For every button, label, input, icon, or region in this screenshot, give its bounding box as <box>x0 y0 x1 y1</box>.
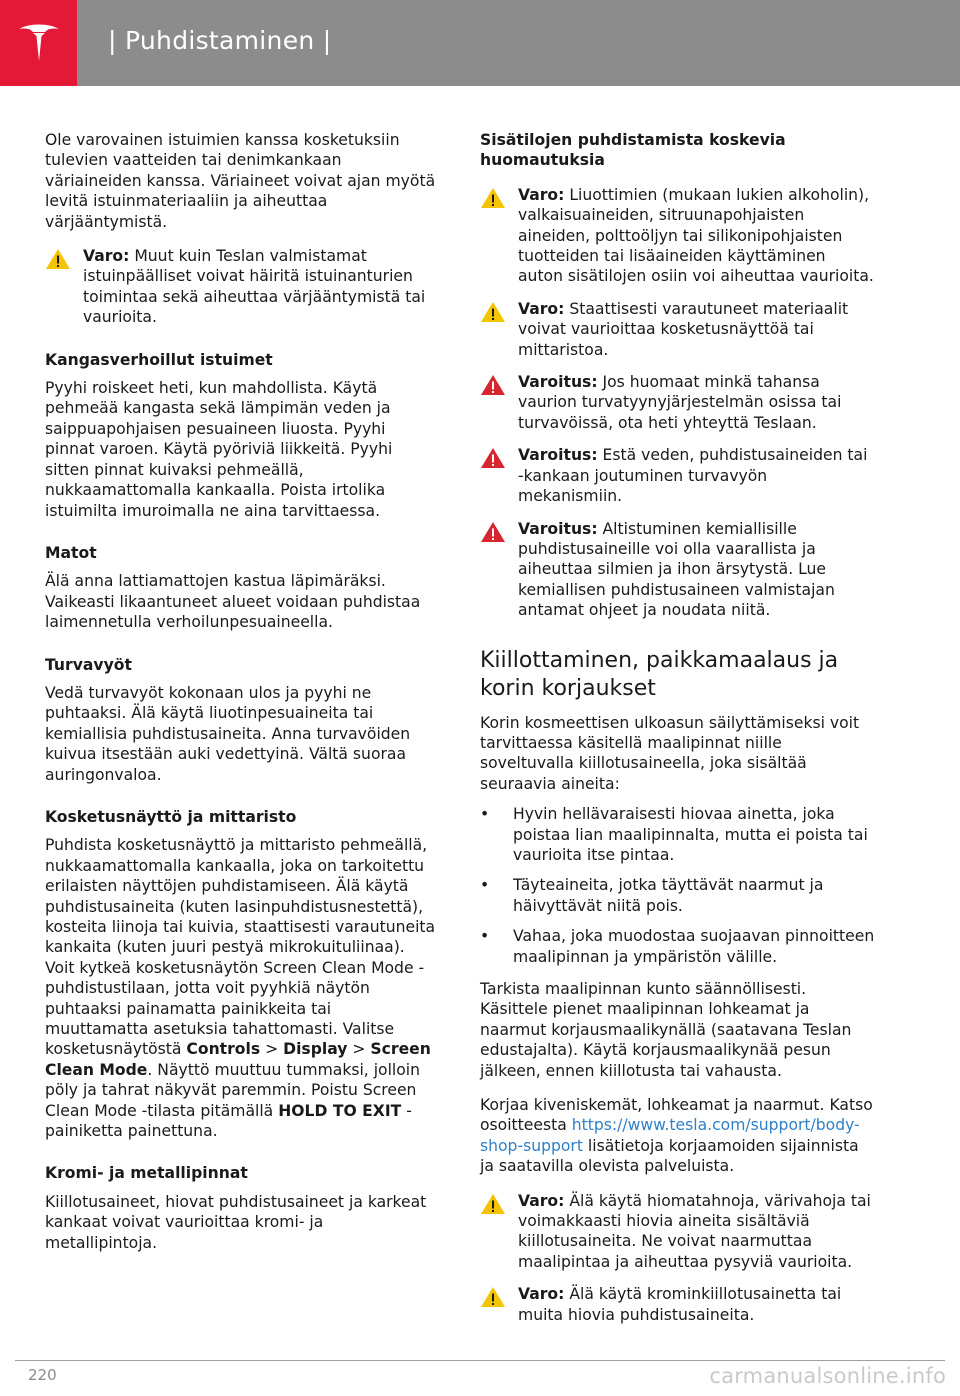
notice-text: Staattisesti varautuneet materiaalit voivat vaurioittaa kosketusnäyttöä tai mittaristoa. <box>518 299 849 359</box>
notice-text: Jos huomaat minkä tahansa vaurion turvatyynyjärjestelmän osissa tai turvavöissä, ota heti yhteyttä Teslaan. <box>518 373 842 432</box>
polish-bullet-list <box>480 804 875 967</box>
list-item: • Hyvin hellävaraisesti hiovaa ainetta, joka poistaa lian maalipinnalta, mutta ei poista tai vaurioita itse pintaa. <box>480 804 875 865</box>
page-title: | Puhdistaminen | <box>108 26 332 55</box>
body-shop-support-link[interactable]: https://www.tesla.com/support/body-shop-support <box>480 1116 860 1155</box>
polish-heading: Kiillottaminen, paikkamaalaus ja korin korjaukset <box>480 647 839 701</box>
caution-triangle-icon <box>480 301 506 323</box>
warning-triangle-icon <box>480 374 506 396</box>
notice-text: Estä veden, puhdistusaineiden tai -kankaan joutuminen turvavyön mekanismiin. <box>518 446 868 506</box>
caution-notice <box>45 246 439 328</box>
right-column <box>480 130 875 1337</box>
notice-text: Liuottimien (mukaan lukien alkoholin), valkaisuaineiden, sitruunapohjaisten aineiden, polttoöljyn tai silikonipohjaisten tuotteiden tai lisäaineiden käyttäminen auton sisätilojen osiin voi aiheuttaa vaurioita. <box>518 185 874 286</box>
notice-text: Altistuminen kemiallisille puhdistusaineille voi olla vaarallista ja aiheuttaa silmien ja ihon ärsytystä. Lue kemiallisen puhdistusaineen valmistajan antamat ohjeet ja noudata niitä. <box>518 519 835 620</box>
mats-text: Älä anna lattiamattojen kastua läpimäräksi. Vaikeasti likaantuneet alueet voidaan puhdistaa laimennetulla verhoilunpesuaineella. <box>45 572 421 632</box>
fabric-seats-heading: Kangasverhoillut istuimet <box>45 350 273 369</box>
footer-divider <box>15 1360 945 1361</box>
interior-notices <box>480 185 875 621</box>
notice-label: Varoitus: <box>518 446 598 465</box>
tesla-logo <box>0 0 77 86</box>
intro-paragraph: Ole varovainen istuimien kanssa kosketuksiin tulevien vaatteiden tai denimkankaan väriaineiden kanssa. Väriaineet voivat ajan myötä levitä istuinmateriaaliin ja aiheuttaa värjääntymistä. <box>45 131 436 231</box>
list-item: • Täyteaineita, jotka täyttävät naarmut ja häivyttävät niitä pois. <box>480 875 875 916</box>
notice-label: Varoitus: <box>518 373 598 392</box>
polish-intro: Korin kosmeettisen ulkoasun säilyttämiseksi voit tarvittaessa käsitellä maalipinnat niille soveltuvalla kiillotusaineella, joka sisältää seuraavia aineita: <box>480 713 860 793</box>
watermark: carmanualsonline.info <box>709 1364 946 1388</box>
seatbelts-text: Vedä turvavyöt kokonaan ulos ja pyyhi ne puhtaaksi. Älä käytä liuotinpesuaineita tai kemiallisia puhdistusaineita. Anna turvavöiden kuivua itsestään auki vedettyinä. Vältä suoraa auringonvaloa. <box>45 683 411 784</box>
repair-text: Korjaa kiveniskemät, lohkeamat ja naarmut. Katso osoitteesta https://www.tesla.com/support/body-shop-support lisätietoja korjaamoiden sijainnista ja saatavilla olevista palveluista. <box>480 1096 873 1176</box>
chrome-heading: Kromi- ja metallipinnat <box>45 1164 248 1183</box>
notice-label: Varo: <box>83 247 130 266</box>
caution-notice <box>480 185 875 287</box>
notice-label: Varoitus: <box>518 519 598 538</box>
notice-text: Muut kuin Teslan valmistamat istuinpäälliset voivat häiritä istuinanturien toimintaa sekä aiheuttaa värjääntymistä tai vaurioita. <box>83 247 426 327</box>
warning-triangle-icon <box>480 447 506 469</box>
notice-label: Varo: <box>518 1191 565 1210</box>
fabric-seats-text: Pyyhi roiskeet heti, kun mahdollista. Käytä pehmeää kangasta sekä lämpimän veden ja saippuapohjaisen pesuaineen liuosta. Pyyhi pinnat varoen. Käytä pyöriviä liikkeitä. Pyyhi sitten pinnat kuivaksi pehmeällä, nukkaamattomalla kankaalla. Poista irtolika istuimilta imuroimalla ne aina tarvittaessa. <box>45 379 393 520</box>
page-number: 220 <box>28 1366 57 1384</box>
touchscreen-heading: Kosketusnäyttö ja mittaristo <box>45 807 297 826</box>
notice-label: Varo: <box>518 299 565 318</box>
chrome-text: Kiillotusaineet, hiovat puhdistusaineet ja karkeat kankaat voivat vaurioittaa kromi- ja metallipintoja. <box>45 1192 427 1252</box>
polish-notices <box>480 1191 875 1325</box>
list-item: • Vahaa, joka muodostaa suojaavan pinnoitteen maalipinnan ja ympäristön välille. <box>480 926 875 967</box>
notice-text: Älä käytä krominkiillotusainetta tai muita hiovia puhdistusaineita. <box>518 1285 842 1324</box>
caution-notice <box>480 299 875 360</box>
caution-triangle-icon <box>480 1286 506 1308</box>
left-column <box>45 130 439 1267</box>
interior-notes-heading: Sisätilojen puhdistamista koskevia huomautuksia <box>480 131 786 170</box>
caution-notice <box>480 1191 875 1273</box>
warning-notice <box>480 445 875 506</box>
tesla-logo-icon <box>15 19 63 67</box>
page-header <box>0 0 960 86</box>
warning-triangle-icon <box>480 521 506 543</box>
notice-label: Varo: <box>518 185 565 204</box>
notice-text: Älä käytä hiomatahnoja, värivahoja tai voimakkaasti hiovia aineita sisältäviä kiillotusaineita. Ne voivat naarmuttaa maalipintaa ja aiheuttaa pysyviä vaurioita. <box>518 1191 871 1271</box>
caution-notice <box>480 1284 875 1325</box>
paint-check-text: Tarkista maalipinnan kunto säännöllisesti. Käsittele pienet maalipinnan lohkeamat ja naarmut korjausmaalikynällä (saatavana Teslan edustajalta). Käytä korjausmaalikynää pesun jälkeen, ennen kiillotusta tai vahausta. <box>480 980 852 1080</box>
notice-label: Varo: <box>518 1285 565 1304</box>
caution-triangle-icon <box>480 187 506 209</box>
caution-triangle-icon <box>45 248 71 270</box>
warning-notice <box>480 519 875 621</box>
caution-triangle-icon <box>480 1193 506 1215</box>
touchscreen-text: Puhdista kosketusnäyttö ja mittaristo pehmeällä, nukkaamattomalla kankaalla, joka on tarkoitettu erilaisten näyttöjen puhdistamiseen. Älä käytä puhdistusaineita (kuten lasinpuhdistusnestettä), kosteita liinoja tai kuivia, staattisesti varautuneita kankaita (kuten juuri pestyä mikrokuituliinaa). Voit kytkeä kosketusnäytön Screen Clean Mode -puhdistustilaan, jotta voit pyyhkiä näytön puhtaaksi painamatta painikkeita tai muuttamatta asetuksia tahattomasti. Valitse kosketusnäytöstä Controls > Display > Screen Clean Mode. Näyttö muuttuu tummaksi, jolloin pöly ja tahrat näkyvät paremmin. Poistu Screen Clean Mode -tilasta pitämällä HOLD TO EXIT -painiketta painettuna. <box>45 836 436 1141</box>
seatbelts-heading: Turvavyöt <box>45 655 132 674</box>
mats-heading: Matot <box>45 543 97 562</box>
warning-notice <box>480 372 875 433</box>
